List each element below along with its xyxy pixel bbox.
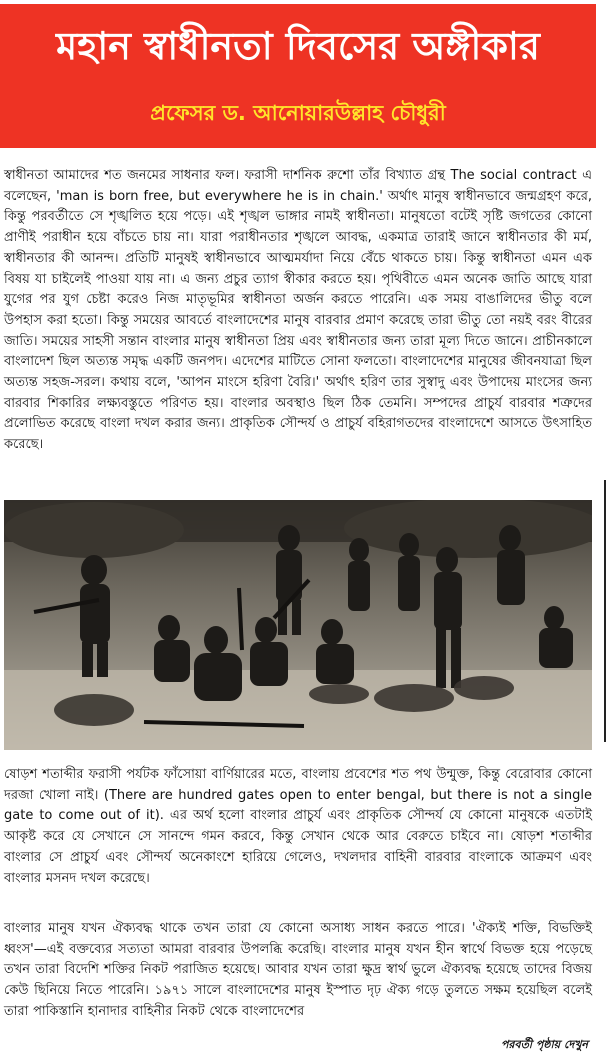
article-paragraph: বাংলার মানুষ যখন ঐক্যবদ্ধ থাকে তখন তারা যে কোনো অসাধ্য সাধন করতে পারে। 'ঐক্যই শক্তি, বিভক্তিই ধ্বংস'—এই বক্তব্যের সত্যতা আমরা বারবার উপলব্ধি করেছি। বাংলার মানুষ যখন হীন স্বার্থে বিভক্ত হয়ে পড়েছে তখন তারা বিদেশি শক্তির নিকট পরাজিত হয়েছে। আবার যখন তারা ক্ষুদ্র স্বার্থ ভুলে ঐক্যবদ্ধ হয়েছে তাদের বিজয় কেউ ছিনিয়ে নিতে পারেনি। ১৯৭১ সালে বাংলাদেশের মানুষ ইস্পাত দৃঢ় ঐক্য গড়ে তুলতে সক্ষম হয়েছিল বলেই তারা পাকিস্তানি হানাদার বাহিনীর নিকট থেকে বাংলাদেশের xyxy=(4,921,592,1019)
headline: মহান স্বাধীনতা দিবসের অঙ্গীকার xyxy=(56,24,540,68)
column-divider xyxy=(604,480,606,742)
article-paragraph: ষোড়শ শতাব্দীর ফরাসী পর্যটক ফাঁসোয়া বার্ণিয়ারের মতে, বাংলায় প্রবেশের শত পথ উন্মুক্ত, কিন্তু বেরোবার কোনো দরজা খোলা নাই। (There are hundred gates open to enter bengal, but there is not a single gate to come out of it). এর অর্থ হলো বাংলার প্রাচুর্য এবং প্রাকৃতিক সৌন্দর্য যে কোনো মানুষকে এতটাই আকৃষ্ট করে যে সেখানে সে সানন্দে গমন করবে, কিন্তু সেখান থেকে আর বেরুতে চাইবে না। ষোড়শ শতাব্দীর বাংলার সে প্রাচুর্য এবং সৌন্দর্য অনেকাংশে হারিয়ে গেলেও, দখলদার বাহিনী বারবার বাংলাকে আক্রমণ এবং বাংলার মসনদ দখল করেছে। xyxy=(4,767,592,886)
article-paragraph-3-block xyxy=(4,919,592,1023)
article-paragraph-1-block xyxy=(4,166,592,456)
continued-on-next-page-note: পরবর্তী পৃষ্ঠায় দেখুন xyxy=(500,1038,588,1051)
article-paragraph-2-block xyxy=(4,765,592,889)
freedom-fighters-photo xyxy=(4,500,592,750)
article-paragraph: স্বাধীনতা আমাদের শত জনমের সাধনার ফল। ফরাসী দার্শনিক রুশো তাঁর বিখ্যাত গ্রন্থ The social contract এ বলেছেন, 'man is born free, but everywhere he is in chain.' অর্থাৎ মানুষ স্বাধীনভাবে জন্মগ্রহণ করে, কিন্তু পরবর্তীতে সে শৃঙ্খলিত হয়ে পড়ে। এই শৃঙ্খল ভাঙ্গার নামই স্বাধীনতা। মানুষতো বটেই সৃষ্টি জগতের কোনো প্রাণীই পরাধীন হয়ে বাঁচতে চায় না। যারা পরাধীনতার শৃঙ্খলে আবদ্ধ, একমাত্র তারাই জানে স্বাধীনতার কী মর্ম, স্বাধীনতার কী আনন্দ। প্রতিটি মানুষই স্বাধীনভাবে আত্মমর্যাদা নিয়ে বেঁচে থাকতে চায়। কিন্তু স্বাধীনতা এমন এক বিষয় যা চাইলেই পাওয়া যায় না। এ জন্য প্রচুর ত্যাগ স্বীকার করতে হয়। পৃথিবীতে এমন অনেক জাতি আছে যারা যুগের পর যুগ চেষ্টা করেও নিজ মাতৃভূমির স্বাধীনতা অর্জন করতে পারেনি। এক সময় বাঙালিদের ভীতু বলে উপহাস করা হতো। কিন্তু সময়ের আবর্তে বাংলাদেশের মানুষ বারবার প্রমাণ করেছে তারা ভীতু তো নয়ই বরং বীরের জাতি। সময়ের সাহসী সন্তান বাংলার মানুষ স্বাধীনতা প্রিয় এবং স্বাধীনতার জন্য তারা মূল্য দিতে জানে। প্রাচীনকালে বাংলাদেশ ছিল অত্যন্ত সমৃদ্ধ একটি জনপদ। এদেশের মাটিতে সোনা ফলতো। বাংলাদেশের মানুষের জীবনযাত্রা ছিল অত্যন্ত সহজ-সরল। কথায় বলে, 'আপন মাংসে হরিণা বৈরি।' অর্থাৎ হরিণ তার সুস্বাদু এবং উপাদেয় মাংসের জন্য বারবার শিকারির লক্ষ্যবস্তুতে পরিণত হয়। বাংলার অবস্থাও ছিল ঠিক তেমনি। সম্পদের প্রাচুর্য বারবার শত্রুদের প্রলোভিত করেছে বাংলা দখল করার জন্য। প্রাকৃতিক সৌন্দর্য ও প্রাচুর্য বহিরাগতদের বাংলাদেশে আসতে উৎসাহিত করেছে। xyxy=(4,168,593,453)
header-banner xyxy=(0,4,596,148)
photo-illustration xyxy=(4,500,592,750)
author-byline: প্রফেসর ড. আনোয়ারউল্লাহ চৌধুরী xyxy=(150,101,446,125)
